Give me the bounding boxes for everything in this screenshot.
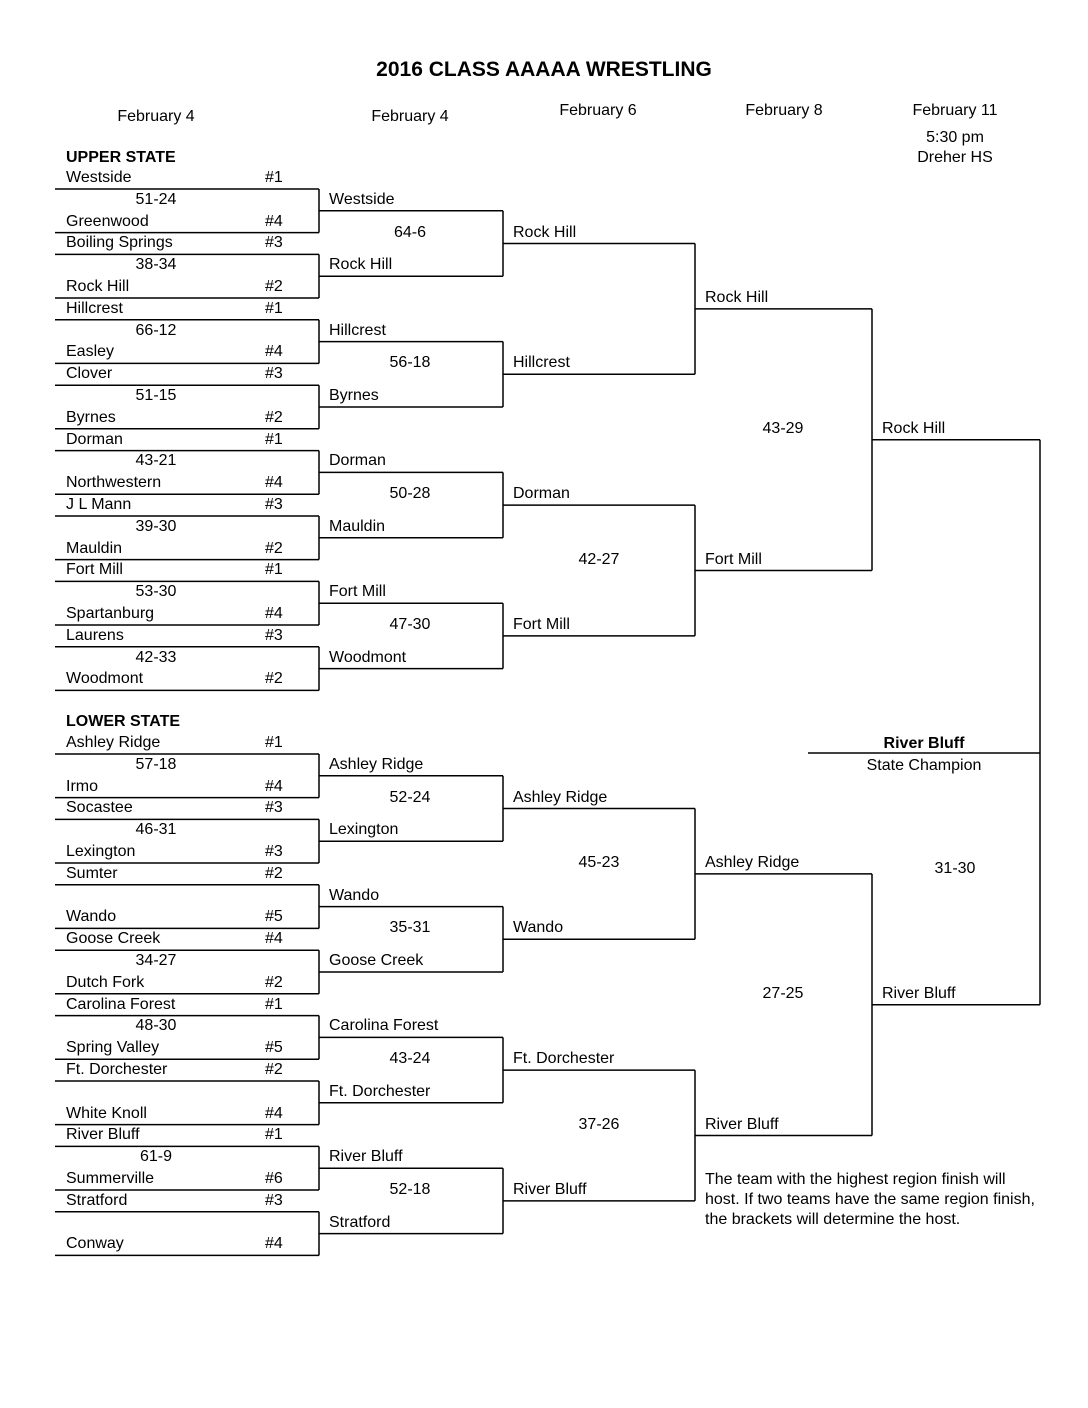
round2-team: Lexington bbox=[329, 821, 399, 839]
round1-team: Conway bbox=[66, 1235, 124, 1253]
round1-seed: #4 bbox=[265, 474, 283, 492]
round1-score: 51-15 bbox=[135, 387, 177, 404]
round3-team: Fort Mill bbox=[513, 615, 570, 633]
round1-team: Spartanburg bbox=[66, 605, 155, 622]
champion-name: River Bluff bbox=[883, 735, 965, 752]
round1-score: 39-30 bbox=[135, 517, 177, 535]
round1-score: 57-18 bbox=[135, 755, 177, 773]
round1-seed: #3 bbox=[265, 799, 283, 817]
round1-team: J L Mann bbox=[66, 496, 132, 513]
round1-score: 66-12 bbox=[135, 321, 177, 339]
round1-seed: #2 bbox=[265, 670, 283, 688]
round1-seed: #6 bbox=[265, 1170, 283, 1187]
round3-team: Wando bbox=[513, 919, 564, 937]
round1-team: Carolina Forest bbox=[66, 995, 176, 1013]
round1-seed: #1 bbox=[265, 995, 283, 1013]
round2-team: Goose Creek bbox=[329, 952, 424, 969]
round1-seed: #3 bbox=[265, 496, 283, 513]
round1-team: Summerville bbox=[66, 1170, 155, 1187]
round1-team: Boiling Springs bbox=[66, 234, 173, 252]
round2-team: Mauldin bbox=[329, 517, 386, 535]
round2-score: 52-18 bbox=[389, 1180, 431, 1198]
round1-seed: #1 bbox=[265, 430, 283, 448]
round1-seed: #1 bbox=[265, 734, 283, 751]
round1-team: Dutch Fork bbox=[66, 973, 145, 991]
round2-team: Fort Mill bbox=[329, 583, 386, 601]
round2-team: Rock Hill bbox=[329, 256, 393, 274]
round1-score: 53-30 bbox=[135, 583, 177, 601]
round2-team: Wando bbox=[329, 886, 380, 904]
round1-seed: #3 bbox=[265, 1191, 283, 1209]
round1-score: 46-31 bbox=[135, 821, 177, 839]
round1-seed: #4 bbox=[265, 777, 283, 795]
round2-team: Carolina Forest bbox=[329, 1017, 439, 1035]
round2-score: 50-28 bbox=[389, 485, 431, 503]
round3-team: Ft. Dorchester bbox=[513, 1050, 615, 1068]
round4-score: 27-25 bbox=[762, 984, 804, 1002]
round1-team: Woodmont bbox=[66, 670, 144, 688]
round3-score: 42-27 bbox=[578, 550, 620, 568]
round1-seed: #2 bbox=[265, 1061, 283, 1078]
round1-seed: #3 bbox=[265, 626, 283, 644]
round1-team: Ashley Ridge bbox=[66, 734, 161, 751]
round1-team: Clover bbox=[66, 365, 113, 383]
round1-seed: #4 bbox=[265, 1104, 283, 1122]
upper-state-heading: UPPER STATE bbox=[66, 149, 176, 166]
round1-team: Byrnes bbox=[66, 408, 116, 426]
round1-team: Fort Mill bbox=[66, 561, 123, 579]
round2-score: 64-6 bbox=[393, 223, 427, 241]
round1-score: 61-9 bbox=[139, 1148, 173, 1166]
round3-team: Ashley Ridge bbox=[513, 788, 608, 806]
round1-team: Sumter bbox=[66, 864, 118, 882]
round1-team: Spring Valley bbox=[66, 1039, 160, 1057]
round1-seed: #4 bbox=[265, 212, 283, 230]
round2-score: 52-24 bbox=[389, 788, 431, 806]
column-date-round3: February 6 bbox=[559, 102, 637, 119]
round3-score: 37-26 bbox=[578, 1115, 620, 1133]
round2-team: Woodmont bbox=[329, 648, 407, 666]
column-date-final: February 11 bbox=[912, 102, 998, 119]
round4-team: Fort Mill bbox=[705, 550, 762, 568]
round4-team: River Bluff bbox=[705, 1115, 779, 1133]
column-date-round4: February 8 bbox=[745, 102, 823, 119]
round1-team: Wando bbox=[66, 908, 117, 926]
round1-seed: #3 bbox=[265, 365, 283, 383]
round1-team: Easley bbox=[66, 343, 115, 361]
round1-team: Socastee bbox=[66, 799, 133, 817]
round2-score: 35-31 bbox=[389, 919, 431, 937]
round1-seed: #2 bbox=[265, 278, 283, 295]
round2-team: Westside bbox=[329, 190, 395, 208]
round1-team: Dorman bbox=[66, 430, 123, 448]
round2-team: Ft. Dorchester bbox=[329, 1082, 431, 1100]
round1-seed: #1 bbox=[265, 1126, 283, 1144]
round1-team: Irmo bbox=[66, 777, 98, 795]
round2-team: Stratford bbox=[329, 1213, 391, 1231]
round1-team: Greenwood bbox=[66, 212, 149, 230]
round4-team: Ashley Ridge bbox=[705, 853, 800, 871]
round2-score: 47-30 bbox=[389, 615, 431, 633]
round1-score: 34-27 bbox=[135, 952, 177, 969]
round1-score: 43-21 bbox=[135, 452, 177, 470]
round1-seed: #4 bbox=[265, 1235, 283, 1253]
round1-seed: #1 bbox=[265, 299, 283, 317]
round1-score: 51-24 bbox=[135, 190, 177, 208]
round1-team: Hillcrest bbox=[66, 299, 123, 317]
round1-seed: #2 bbox=[265, 408, 283, 426]
round1-team: Laurens bbox=[66, 626, 124, 644]
round1-seed: #2 bbox=[265, 973, 283, 991]
final-score: 31-30 bbox=[934, 860, 976, 877]
round1-team: Lexington bbox=[66, 843, 136, 860]
round1-seed: #5 bbox=[265, 908, 283, 926]
host-note: The team with the highest region finish will host. If two teams have the same region finish, the brackets will determine the host. bbox=[705, 1171, 1035, 1228]
round2-team: Hillcrest bbox=[329, 321, 386, 339]
round1-team: Ft. Dorchester bbox=[66, 1061, 168, 1078]
round2-score: 43-24 bbox=[389, 1050, 431, 1068]
round3-team: Hillcrest bbox=[513, 354, 570, 372]
round2-team: Ashley Ridge bbox=[329, 755, 424, 773]
round1-score: 48-30 bbox=[135, 1017, 177, 1035]
final-time: 5:30 pm bbox=[926, 129, 984, 146]
round1-score: 38-34 bbox=[135, 256, 177, 274]
round1-seed: #3 bbox=[265, 234, 283, 252]
lower-state-heading: LOWER STATE bbox=[66, 713, 181, 730]
round3-score: 45-23 bbox=[578, 853, 620, 871]
round1-team: Westside bbox=[66, 169, 132, 186]
round1-team: River Bluff bbox=[66, 1126, 140, 1144]
page-title: 2016 CLASS AAAAA WRESTLING bbox=[376, 58, 712, 81]
column-date-round2: February 4 bbox=[371, 108, 449, 125]
state-winner: River Bluff bbox=[882, 984, 956, 1002]
state-winner: Rock Hill bbox=[882, 419, 946, 437]
round3-team: Dorman bbox=[513, 485, 570, 503]
round3-team: Rock Hill bbox=[513, 223, 577, 241]
round1-team: Northwestern bbox=[66, 474, 162, 492]
round2-team: River Bluff bbox=[329, 1148, 403, 1166]
round2-team: Byrnes bbox=[329, 387, 379, 404]
column-date-round1: February 4 bbox=[117, 108, 195, 125]
round3-team: River Bluff bbox=[513, 1180, 587, 1198]
round1-team: Goose Creek bbox=[66, 930, 161, 948]
round4-score: 43-29 bbox=[762, 419, 804, 437]
round2-score: 56-18 bbox=[389, 354, 431, 372]
round1-team: Mauldin bbox=[66, 539, 123, 557]
round2-team: Dorman bbox=[329, 452, 386, 470]
round1-seed: #4 bbox=[265, 930, 283, 948]
round1-seed: #5 bbox=[265, 1039, 283, 1057]
final-venue: Dreher HS bbox=[917, 149, 993, 166]
round1-seed: #1 bbox=[265, 561, 283, 579]
round1-seed: #2 bbox=[265, 539, 283, 557]
round1-team: Rock Hill bbox=[66, 278, 130, 295]
champion-label: State Champion bbox=[866, 757, 982, 774]
round1-score: 42-33 bbox=[135, 648, 177, 666]
round1-team: White Knoll bbox=[66, 1104, 147, 1122]
round1-seed: #4 bbox=[265, 605, 283, 622]
round1-seed: #1 bbox=[265, 169, 283, 186]
round1-team: Stratford bbox=[66, 1191, 128, 1209]
round1-seed: #3 bbox=[265, 843, 283, 860]
round1-seed: #2 bbox=[265, 864, 283, 882]
round4-team: Rock Hill bbox=[705, 288, 769, 306]
round1-seed: #4 bbox=[265, 343, 283, 361]
